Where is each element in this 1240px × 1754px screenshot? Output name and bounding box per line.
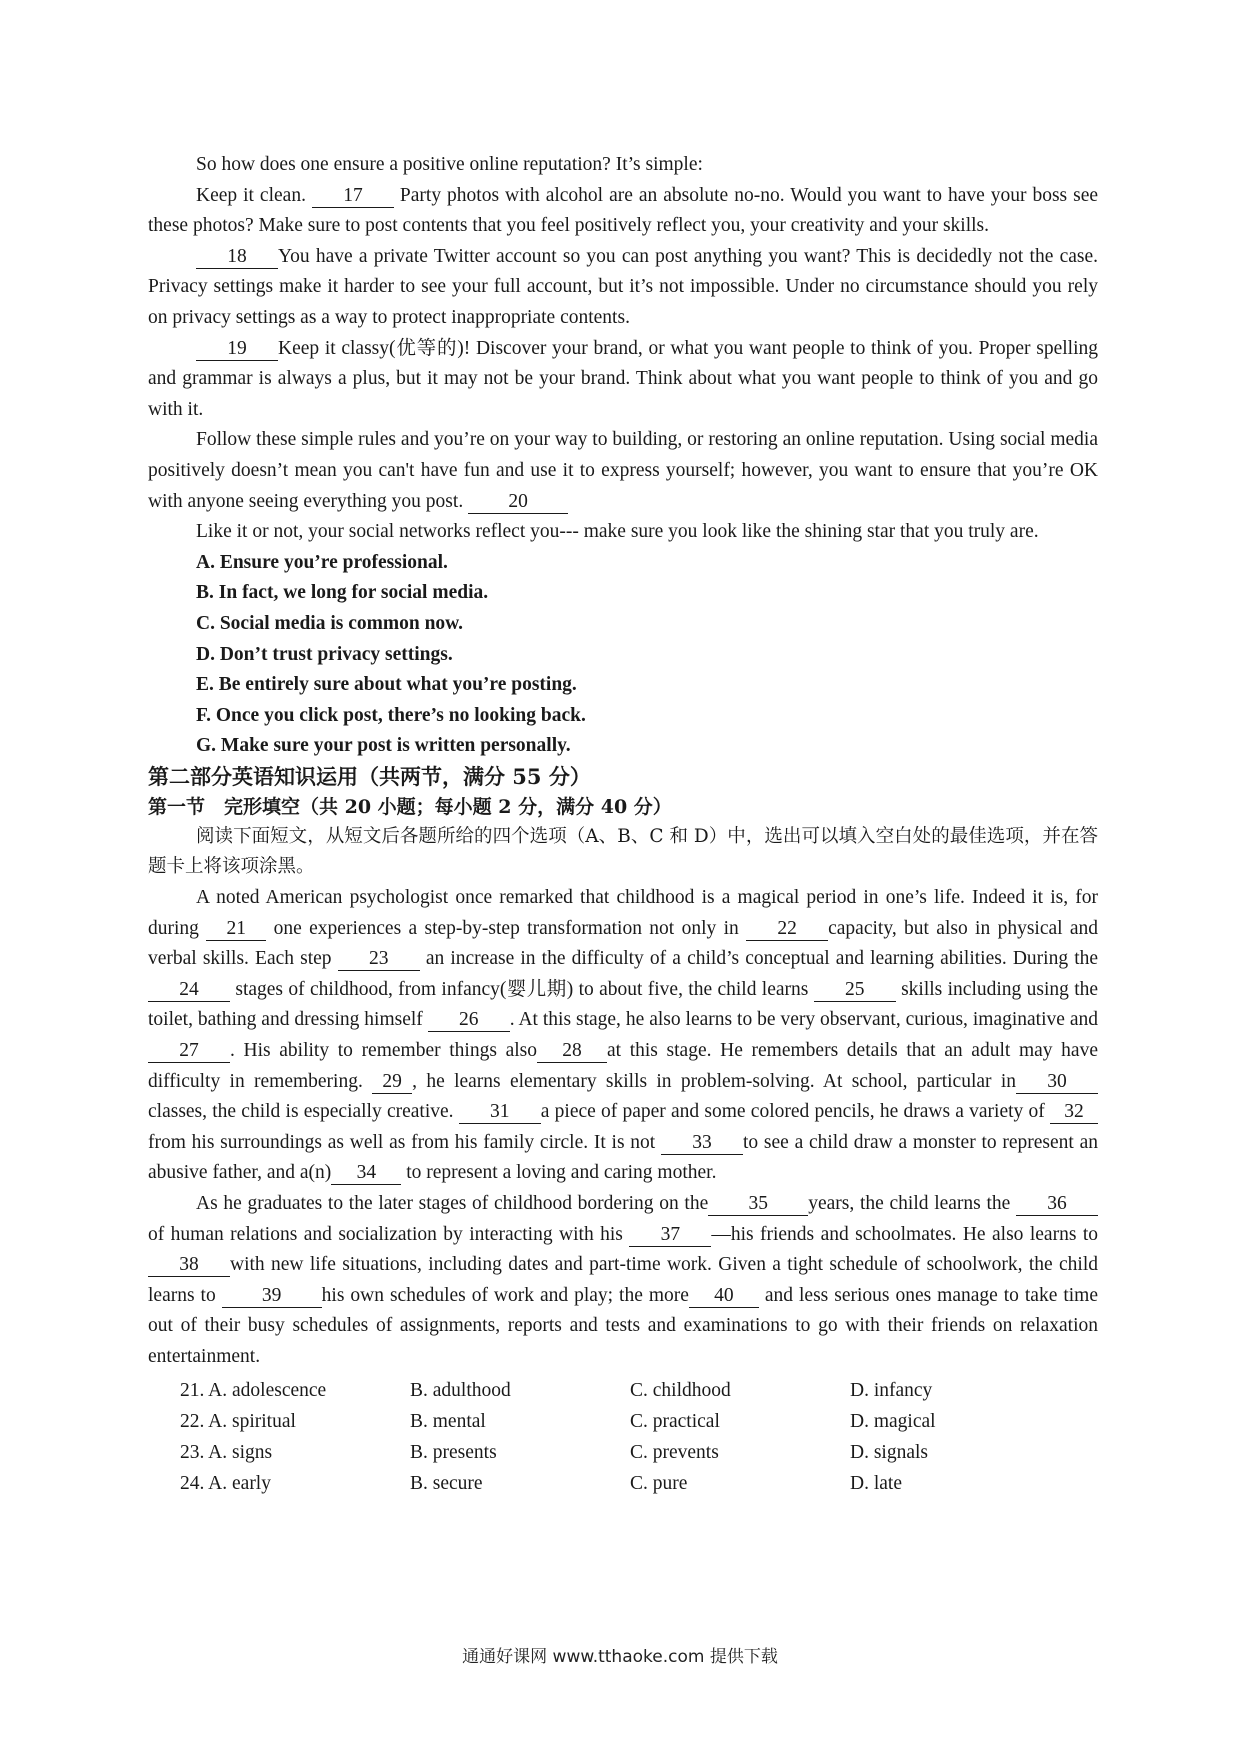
paragraph-text: Party photos with alcohol are an absolute no-no. Would you want to have your boss see these photos? Make sure to post contents that you feel positively reflect you, your creativity and your skills. (148, 184, 1099, 237)
cloze-text: As he graduates to the later stages of childhood bordering on the (196, 1193, 709, 1214)
exam-page (148, 150, 1098, 1499)
blank-19: 19 (196, 338, 278, 361)
blank-22: 22 (746, 918, 828, 941)
choice-a: 21. A. adolescence (180, 1379, 327, 1401)
choice-d: D. signals (850, 1441, 928, 1463)
paragraph-text: Keep it clean. (196, 184, 306, 206)
blank-30: 30 (1016, 1071, 1098, 1094)
option-item: G. Make sure your post is written personally. (196, 735, 571, 757)
cloze-text: years, the child learns the (808, 1193, 1011, 1214)
passage-paragraph-18 (148, 242, 1098, 334)
cloze-text: and less serious ones manage to take time out of their busy schedules of assignments, reports and tests and examinations to go with their friends on relaxation entertainment. (148, 1284, 1098, 1367)
cloze-text: at this stage. He remembers details that an adult may have difficulty in remembering. (148, 1040, 1098, 1092)
cloze-text: of human relations and socialization by interacting with his (148, 1223, 623, 1245)
choice-row-21 (148, 1375, 1098, 1406)
option-item: F. Once you click post, there’s no looking back. (196, 704, 586, 726)
blank-26: 26 (428, 1009, 510, 1032)
choice-b: B. mental (410, 1410, 486, 1432)
section-heading: 第一节 完形填空（共 20 小题；每小题 2 分，满分 40 分） (148, 795, 672, 818)
choice-d: D. infancy (850, 1379, 933, 1401)
passage-paragraph-17 (148, 181, 1098, 242)
blank-20: 20 (468, 491, 568, 514)
choice-a: 23. A. signs (180, 1441, 273, 1463)
choice-row-23 (148, 1437, 1098, 1468)
cloze-text: from his surroundings as well as from his family circle. It is not (148, 1131, 656, 1153)
blank-40: 40 (689, 1285, 759, 1308)
cloze-text: A noted American psychologist once remarked that childhood is a magical period in one’s life. Indeed it is, for during (148, 887, 1098, 939)
choice-b: B. adulthood (410, 1379, 511, 1401)
choice-a: 24. A. early (180, 1472, 271, 1494)
choice-c: C. practical (630, 1410, 720, 1432)
blank-27: 27 (148, 1040, 230, 1063)
blank-34: 34 (331, 1162, 401, 1185)
cloze-text: his own schedules of work and play; the more (321, 1284, 689, 1306)
choice-row-24 (148, 1468, 1098, 1499)
page-footer: 通通好课网 www.tthaoke.com 提供下载 (462, 1647, 778, 1667)
blank-25: 25 (814, 979, 896, 1002)
option-item: C. Social media is common now. (196, 612, 464, 634)
choice-b: B. presents (410, 1441, 497, 1463)
passage-intro: So how does one ensure a positive online reputation? It’s simple: (196, 154, 703, 175)
blank-35: 35 (708, 1193, 808, 1216)
cloze-text: —his friends and schoolmates. He also learns to (711, 1223, 1098, 1245)
cloze-text: . His ability to remember things also (230, 1040, 537, 1062)
cloze-text: an increase in the difficulty of a child’s conceptual and learning abilities. During the (425, 948, 1099, 970)
paragraph-text: Keep it classy(优等的)! Discover your brand, or what you want people to think of you. Proper spelling and grammar is always a plus, but it may not be your brand. Think about what you want people to think of you and go with it. (148, 337, 1098, 420)
blank-21: 21 (206, 918, 266, 941)
choice-c: C. prevents (630, 1441, 719, 1463)
choice-c: C. childhood (630, 1379, 731, 1401)
cloze-paragraph-2 (148, 1189, 1098, 1373)
blank-36: 36 (1016, 1193, 1098, 1216)
passage-paragraph-20 (148, 425, 1098, 517)
cloze-text: one experiences a step-by-step transformation not only in (273, 917, 739, 939)
cloze-text: classes, the child is especially creative. (148, 1101, 454, 1123)
cloze-text: to see a child draw a monster to represent an abusive father, and a(n) (148, 1131, 1099, 1184)
blank-33: 33 (661, 1132, 743, 1155)
option-item: A. Ensure you’re professional. (196, 551, 448, 573)
part-heading: 第二部分英语知识运用（共两节，满分 55 分） (148, 763, 591, 789)
option-item: D. Don’t trust privacy settings. (196, 643, 453, 665)
choice-d: D. magical (850, 1410, 936, 1432)
blank-23: 23 (338, 948, 420, 971)
blank-29: 29 (372, 1071, 412, 1094)
blank-37: 37 (629, 1224, 711, 1247)
cloze-text: to represent a loving and caring mother. (406, 1162, 717, 1184)
choice-a: 22. A. spiritual (180, 1410, 296, 1432)
choice-d: D. late (850, 1472, 902, 1494)
choice-row-22 (148, 1406, 1098, 1437)
blank-24: 24 (148, 979, 230, 1002)
cloze-text: . At this stage, he also learns to be very observant, curious, imaginative and (509, 1009, 1098, 1031)
option-list (148, 548, 1098, 762)
choice-b: B. secure (410, 1472, 483, 1494)
choice-c: C. pure (630, 1472, 688, 1494)
instructions: 阅读下面短文，从短文后各题所给的四个选项（A、B、C 和 D）中，选出可以填入空白处的最佳选项，并在答题卡上将该项涂黑。 (148, 825, 1098, 878)
cloze-text: skills including using the toilet, bathing and dressing himself (148, 978, 1099, 1031)
cloze-text: , he learns elementary skills in problem-solving. At school, particular in (412, 1070, 1016, 1092)
blank-31: 31 (459, 1101, 541, 1124)
blank-39: 39 (222, 1285, 322, 1308)
passage-closing: Like it or not, your social networks reflect you--- make sure you look like the shining star that you truly are. (196, 521, 1039, 543)
cloze-text: stages of childhood, from infancy(婴儿期) to about five, the child learns (235, 978, 809, 1000)
paragraph-text: You have a private Twitter account so you can post anything you want? This is decidedly not the case. Privacy settings make it harder to see your full account, but it’s not impossible. Under no circumstance should you rely on privacy settings as a way to protect inappropriate contents. (148, 245, 1098, 328)
option-item: E. Be entirely sure about what you’re posting. (196, 674, 577, 696)
paragraph-text: Follow these simple rules and you’re on your way to building, or restoring an online reputation. Using social media positively doesn’t mean you can't have fun and use it to express yourself; however, you want to ensure that you’re OK with anyone seeing everything you post. (148, 429, 1098, 512)
passage-paragraph-19 (148, 334, 1098, 426)
blank-28: 28 (537, 1040, 607, 1063)
choice-table (148, 1375, 1098, 1499)
blank-32: 32 (1050, 1101, 1098, 1124)
cloze-text: capacity, but also in physical and verbal skills. Each step (148, 917, 1099, 970)
blank-17: 17 (312, 185, 394, 208)
cloze-text: a piece of paper and some colored pencils, he draws a variety of (540, 1101, 1045, 1123)
cloze-paragraph-1 (148, 883, 1098, 1189)
option-item: B. In fact, we long for social media. (196, 582, 489, 604)
blank-38: 38 (148, 1254, 230, 1277)
blank-18: 18 (196, 246, 278, 269)
cloze-text: with new life situations, including dates and part-time work. Given a tight schedule of schoolwork, the child learns to (148, 1254, 1098, 1306)
